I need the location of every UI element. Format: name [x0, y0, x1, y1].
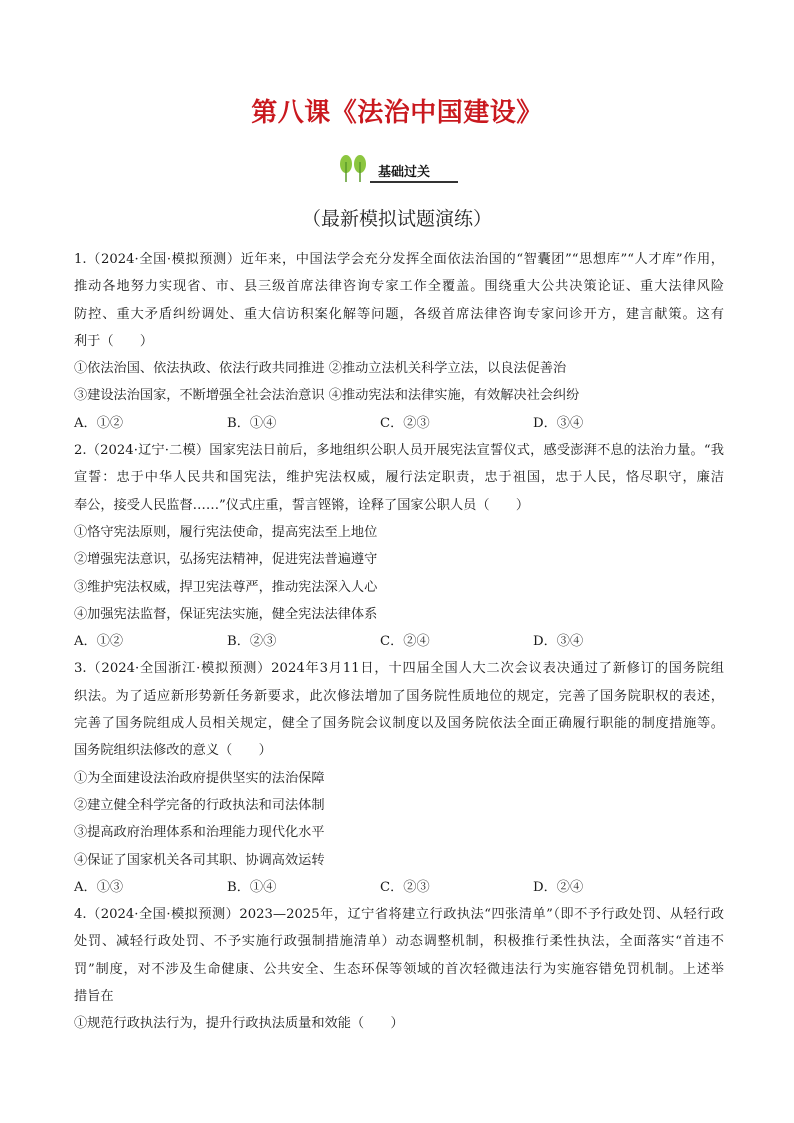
- section-badge: [336, 152, 458, 184]
- question-stem-line: 3.（2024·全国浙江·模拟预测）2024年3月11日，十四届全国人大二次会议表决通过了新修订的国务院组: [74, 661, 724, 677]
- statement: ④加强宪法监督，保证宪法实施，健全宪法法律体系: [74, 606, 378, 622]
- option-a: A．①②: [74, 634, 124, 650]
- option-d: D．③④: [533, 415, 584, 431]
- option-b: B．①④: [227, 415, 277, 431]
- question-2: [74, 437, 724, 655]
- option-b: B．①④: [227, 879, 277, 895]
- badge-label: 基础过关: [378, 165, 431, 180]
- question-list: [74, 246, 724, 1038]
- question-stem-line: 织法。为了适应新形势新任务新要求，此次修法增加了国务院性质地位的规定，完善了国务院职权的表述，: [74, 688, 724, 704]
- option-c: C．②④: [380, 634, 430, 650]
- option-a: A．①②: [74, 415, 124, 431]
- statement: ④保证了国家机关各司其职、协调高效运转: [74, 852, 325, 868]
- statement: ①依法治国、依法执政、依法行政共同推进 ②推动立法机关科学立法，以良法促善治: [74, 361, 567, 377]
- option-d: D．③④: [533, 634, 584, 650]
- leaf-icon: [336, 152, 372, 184]
- statement: ①恪守宪法原则，履行宪法使命，提高宪法至上地位: [74, 524, 378, 540]
- question-stem-line: 罚”制度，对不涉及生命健康、公共安全、生态环保等领域的首次轻微违法行为实施容错免罚机制。上述举: [74, 961, 724, 977]
- option-c: C．②③: [380, 415, 430, 431]
- question-1: [74, 246, 724, 437]
- statement: ①为全面建设法治政府提供坚实的法治保障: [74, 770, 325, 786]
- question-stem-line: 处罚、减轻行政处罚、不予实施行政强制措施清单）动态调整机制，积极推行柔性执法，全面落实“首违不: [74, 934, 724, 950]
- question-stem-line: 国务院组织法修改的意义（ ）: [74, 743, 272, 759]
- statement: ③提高政府治理体系和治理能力现代化水平: [74, 825, 325, 841]
- question-4: [74, 901, 724, 1037]
- page-subtitle: （最新模拟试题演练）: [301, 208, 492, 230]
- question-stem-line: 利于（ ）: [74, 333, 154, 349]
- answer-options: [74, 410, 724, 437]
- question-stem-line: 4.（2024·全国·模拟预测）2023—2025年，辽宁省将建立行政执法“四张清单”（即不予行政处罚、从轻行政: [74, 907, 724, 923]
- question-stem-line: 措旨在: [74, 989, 114, 1005]
- option-b: B．②③: [227, 634, 277, 650]
- question-stem-line: 奉公，接受人民监督……”仪式庄重，誓言铿锵，诠释了国家公职人员（ ）: [74, 497, 530, 513]
- page-title: 第八课《法治中国建设》: [251, 98, 543, 128]
- question-stem-line: 2.（2024·辽宁·二模）国家宪法日前后，多地组织公职人员开展宪法宣誓仪式，感受澎湃不息的法治力量。“我: [74, 443, 724, 459]
- question-stem-line: 完善了国务院组成人员相关规定，健全了国务院会议制度以及国务院依法全面正确履行职能的制度措施等。: [74, 716, 724, 732]
- question-stem-line: 防控、重大矛盾纠纷调处、重大信访积案化解等问题，各级首席法律咨询专家问诊开方，建言献策。这有: [74, 306, 724, 322]
- statement: ③建设法治国家，不断增强全社会法治意识 ④推动宪法和法律实施，有效解决社会纠纷: [74, 388, 580, 404]
- statement: ①规范行政执法行为，提升行政执法质量和效能（ ）: [74, 1016, 404, 1032]
- option-c: C．②③: [380, 879, 430, 895]
- question-stem-line: 宣誓：忠于中华人民共和国宪法，维护宪法权威，履行法定职责，忠于祖国，忠于人民，恪尽职守，廉洁: [74, 470, 724, 486]
- badge-underline: [370, 181, 458, 183]
- option-a: A．①③: [74, 879, 124, 895]
- option-d: D．②④: [533, 879, 584, 895]
- answer-options: [74, 874, 724, 901]
- statement: ③维护宪法权威，捍卫宪法尊严，推动宪法深入人心: [74, 579, 378, 595]
- statement: ②建立健全科学完备的行政执法和司法体制: [74, 797, 325, 813]
- question-3: [74, 655, 724, 901]
- answer-options: [74, 628, 724, 655]
- statement: ②增强宪法意识，弘扬宪法精神，促进宪法普遍遵守: [74, 552, 378, 568]
- question-stem-line: 推动各地努力实现省、市、县三级首席法律咨询专家工作全覆盖。围绕重大公共决策论证、重大法律风险: [74, 279, 724, 295]
- question-stem-line: 1.（2024·全国·模拟预测）近年来，中国法学会充分发挥全面依法治国的“智囊团”“思想库”“人才库”作用，: [74, 252, 724, 267]
